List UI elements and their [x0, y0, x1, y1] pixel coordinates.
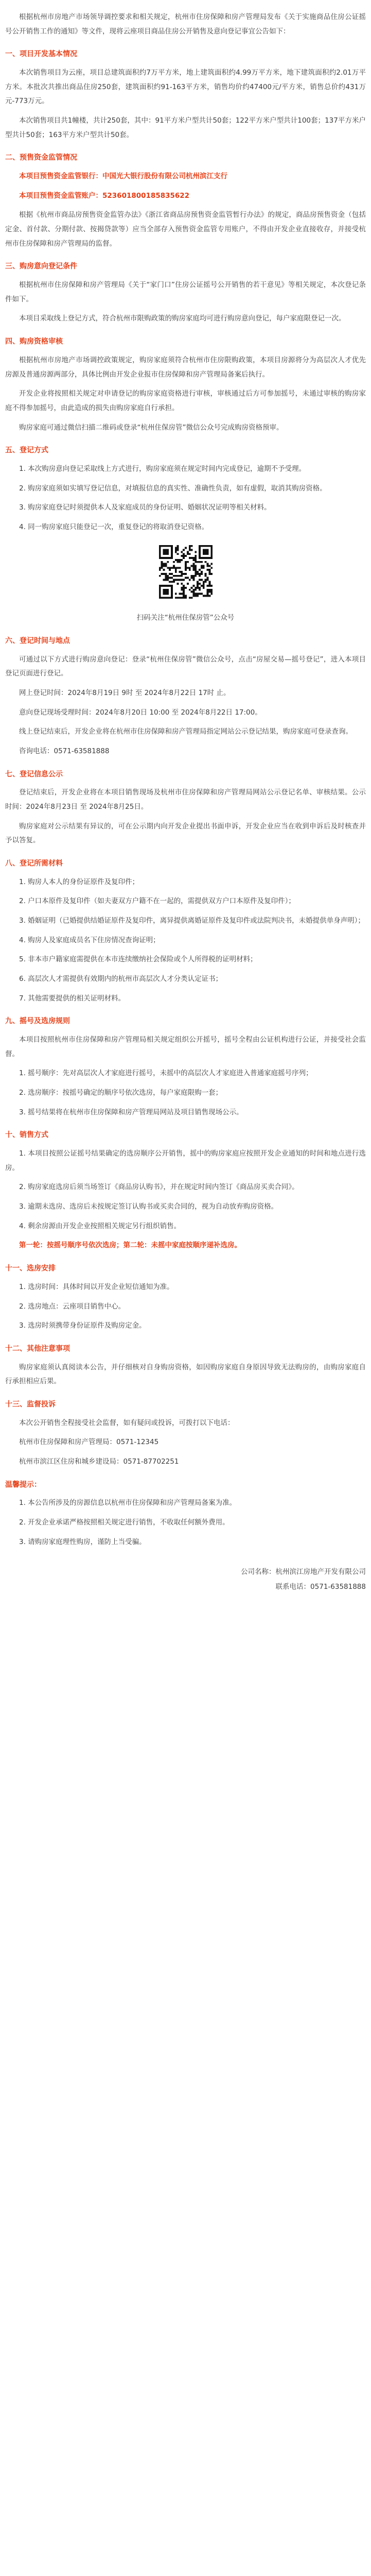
- section-title: 五、登记方式: [5, 446, 48, 455]
- condition-item: 3. 购房家庭登记时须提供本人及家庭成员的身份证明、婚姻状况证明等相关材料。: [19, 503, 271, 512]
- section-title: 十一、选房安排: [5, 1264, 56, 1273]
- intro-paragraph: 根据杭州市房地产市场领导调控要求和相关规定，杭州市住房保障和房产管理局发布《关于实施商品住房公证摇号公开销售工作的通知》等文件，现将云座项目商品住房公开销售及意向登记事宜公告如下：: [5, 13, 366, 36]
- section-paragraph: 3. 摇号结果将在杭州市住房保障和房产管理局网站及项目销售现场公示。: [19, 1108, 243, 1116]
- section-title: 一、项目开发基本情况: [5, 50, 77, 59]
- section-paragraph: 杭州市滨江区住房和城乡建设局：0571-87702251: [19, 1457, 179, 1466]
- section-title: 六、登记时间与地点: [5, 636, 70, 645]
- line-value: 中国光大银行股份有限公司杭州滨江支行: [102, 172, 227, 181]
- contact-phone: 联系电话：0571-63581888: [275, 1582, 366, 1591]
- section-paragraph: 根据杭州市住房保障和房产管理局《关于“家门口”住房公证摇号公开销售的若干意见》等相关规定，本次登记条件如下。: [5, 281, 366, 303]
- section: [5, 47, 366, 142]
- conditions-section: [5, 443, 366, 534]
- sale-section: [5, 1128, 366, 1253]
- section-paragraph: 本次销售项目共1幢楼，共计250套，其中：91平方米户型共计50套；122平方米户型共计100套；137平方米户型共计50套；163平方米户型共计50套。: [5, 116, 366, 139]
- section-paragraph: 本次销售项目为云座，项目总建筑面积约7万平方米，地上建筑面积约4.99万平方米，地下建筑面积约2.01万平方米。本批次共推出商品住房250套，建筑面积约91-163平方米，销售均价约47400元/平方米，销售总价约431万元-773万元。: [5, 69, 366, 106]
- qr-code-wrap: [5, 543, 366, 606]
- notice-section: [5, 767, 366, 848]
- register-section: [5, 634, 366, 759]
- section-paragraph: 4. 购房人及家庭成员名下住房情况查询证明；: [19, 936, 160, 944]
- section-title: 九、摇号及选房规则: [5, 1017, 70, 1026]
- highlight-paragraph: 第一轮：按摇号顺序号依次选房；第二轮：未摇中家庭按顺序递补选房。: [19, 1241, 241, 1250]
- section-paragraph: 开发企业将按照相关规定对申请登记的购房家庭资格进行审核，审核通过后方可参加摇号，未通过审核的购房家庭不得参加摇号，由此造成的损失由购房家庭自行承担。: [5, 389, 366, 412]
- section-paragraph: 2. 购房家庭选房后须当场签订《商品房认购书》，并在规定时间内签订《商品房买卖合同》。: [19, 1183, 299, 1192]
- tail-sections: [5, 634, 366, 1549]
- section-paragraph: 登记结束后，开发企业将在本项目销售现场及杭州市住房保障和房产管理局网站公示登记名单、审核结果。公示时间：2024年8月23日 至 2024年8月25日。: [5, 788, 366, 811]
- section-paragraph: 咨询电话：0571-63581888: [19, 747, 110, 755]
- section-paragraph: 根据《杭州市商品房预售资金监管办法》《浙江省商品房预售资金监管暂行办法》的规定，商品房预售资金（包括定金、首付款、分期付款、按揭贷款等）应当全部存入预售资金监管专用账户，不得由开发企业直接收存，并接受杭州市住房保障和房产管理局的监督。: [5, 211, 366, 248]
- section-title: 三、购房意向登记条件: [5, 262, 77, 271]
- qr-code-icon[interactable]: [157, 543, 215, 601]
- condition-item: 2. 购房家庭须如实填写登记信息，对填报信息的真实性、准确性负责，如有虚假，取消其购房资格。: [19, 484, 327, 493]
- section-title: 二、预售资金监管情况: [5, 154, 77, 162]
- section-title: 十二、其他注意事项: [5, 1344, 70, 1353]
- section: [5, 259, 366, 326]
- section-title: 八、登记所需材料: [5, 859, 63, 868]
- section: [5, 334, 366, 435]
- section-title: 四、购房资格审核: [5, 337, 63, 346]
- company-name: 公司名称：杭州滨江房地产开发有限公司: [241, 1568, 366, 1577]
- section-paragraph: 可通过以下方式进行购房意向登记：登录“杭州住保房管”微信公众号，点击“房屋交易—摇号登记”，进入本项目登记页面进行登记。: [5, 655, 366, 678]
- section-title: 七、登记信息公示: [5, 770, 63, 778]
- footer: [5, 1565, 366, 1594]
- line-label: 本项目预售资金监管银行：: [19, 172, 102, 181]
- condition-item: 4. 同一购房家庭只能登记一次，重复登记的将取消登记资格。: [19, 522, 209, 531]
- section-paragraph: 4. 剩余房源由开发企业按照相关规定另行组织销售。: [19, 1222, 181, 1230]
- section-paragraph: 1. 购房人本人的身份证原件及复印件；: [19, 877, 139, 886]
- section-paragraph: 5. 非本市户籍家庭需提供在本市连续缴纳社会保险或个人所得税的证明材料；: [19, 955, 257, 964]
- section-paragraph: 1. 摇号顺序：先对高层次人才家庭进行摇号，未摇中的高层次人才家庭进入普通家庭摇号序列；: [19, 1069, 313, 1078]
- section-title: 温馨提示：: [5, 1480, 41, 1489]
- section-paragraph: 7. 其他需要提供的相关证明材料。: [19, 994, 126, 1003]
- section-paragraph: 3. 婚姻证明（已婚提供结婚证原件及复印件，离异提供离婚证原件及复印件或法院判决书，未婚提供单身声明）；: [19, 917, 365, 925]
- section-paragraph: 2. 选房顺序：按摇号确定的顺序号依次选房，每户家庭限购一套；: [19, 1089, 223, 1097]
- section-paragraph: 2. 户口本原件及复印件（如夫妻双方户籍不在一起的，需提供双方户口本原件及复印件）；: [19, 897, 295, 906]
- line-label: 本项目预售资金监管账户：: [19, 191, 102, 200]
- supervise-section: [5, 1397, 366, 1469]
- section-paragraph: 购房家庭须认真阅读本公告，并仔细核对自身购房资格，如因购房家庭自身原因导致无法购房的，由购房家庭自行承担相应后果。: [5, 1363, 366, 1386]
- section-paragraph: 杭州市住房保障和房产管理局：0571-12345: [19, 1438, 159, 1447]
- lottery-section: [5, 856, 366, 1006]
- section-paragraph: 购房家庭可通过微信扫描二维码或登录“杭州住保房管”微信公众号完成购房资格预审。: [19, 423, 284, 432]
- section-paragraph: 本项目采取线上登记方式，符合杭州市限购政策的购房家庭均可进行购房意向登记，每户家庭限登记一次。: [19, 314, 346, 323]
- rules-section: [5, 1014, 366, 1120]
- line-value: 523601800185835622: [102, 191, 190, 200]
- section-paragraph: 根据杭州市房地产市场调控政策规定，购房家庭须符合杭州市住房限购政策，本项目房源将分为高层次人才优先房源及普通房源两部分，具体比例由开发企业报市住房保障和房产管理局备案后执行。: [5, 355, 366, 379]
- section-paragraph: 2. 选房地点：云座项目销售中心。: [19, 1302, 126, 1311]
- section-paragraph: 线上登记结束后，开发企业将在杭州市住房保障和房产管理局指定网站公示登记结果，购房家庭可登录查询。: [19, 727, 352, 736]
- labelled-line: [5, 170, 366, 184]
- section-paragraph: 本次公开销售全程接受社会监督，如有疑问或投诉，可拨打以下电话：: [19, 1418, 235, 1427]
- section-paragraph: 1. 本项目按照公证摇号结果确定的选房顺序公开销售，摇中的购房家庭应按照开发企业通知的时间和地点进行选房。: [5, 1149, 366, 1172]
- other-section: [5, 1342, 366, 1389]
- section-paragraph: 网上登记时间：2024年8月19日 9时 至 2024年8月22日 17时 止。: [19, 688, 231, 697]
- sections-container: [5, 47, 366, 435]
- section-paragraph: 意向登记现场受理时间：2024年8月20日 10:00 至 2024年8月22日 17:00。: [19, 708, 262, 717]
- timeline-section: [5, 1261, 366, 1333]
- section-paragraph: 1. 本公告所涉及的房源信息以杭州市住房保障和房产管理局备案为准。: [19, 1499, 237, 1507]
- conditions-list: [5, 462, 366, 535]
- section-paragraph: 3. 选房时须携带身份证原件及购房定金。: [19, 1321, 146, 1330]
- labelled-line: [5, 189, 366, 204]
- section-paragraph: 购房家庭对公示结果有异议的，可在公示期内向开发企业提出书面申诉，开发企业应当在收到申诉后及时核查并予以答复。: [5, 822, 366, 845]
- section-paragraph: 本项目按照杭州市住房保障和房产管理局相关规定组织公开摇号，摇号全程由公证机构进行公证，并接受社会监督。: [5, 1036, 366, 1058]
- section-paragraph: 2. 开发企业承诺严格按照相关规定进行销售，不收取任何额外费用。: [19, 1518, 229, 1527]
- section-title: 十、销售方式: [5, 1131, 48, 1140]
- section-paragraph: 3. 逾期未选房、选房后未按规定签订认购书或买卖合同的，视为自动放弃购房资格。: [19, 1202, 278, 1211]
- tips-section: [5, 1478, 366, 1550]
- condition-item: 1. 本次购房意向登记采取线上方式进行，购房家庭须在规定时间内完成登记，逾期不予受理。: [19, 464, 306, 473]
- section-paragraph: 3. 请购房家庭理性购房，谨防上当受骗。: [19, 1537, 146, 1546]
- section-paragraph: 1. 选房时间：具体时间以开发企业短信通知为准。: [19, 1282, 174, 1291]
- section: [5, 150, 366, 251]
- section-title: 十三、监督投诉: [5, 1400, 56, 1409]
- qr-caption: 扫码关注“杭州住保房管”公众号: [136, 614, 235, 622]
- section-paragraph: 6. 高层次人才需提供有效期内的杭州市高层次人才分类认定证书；: [19, 975, 223, 984]
